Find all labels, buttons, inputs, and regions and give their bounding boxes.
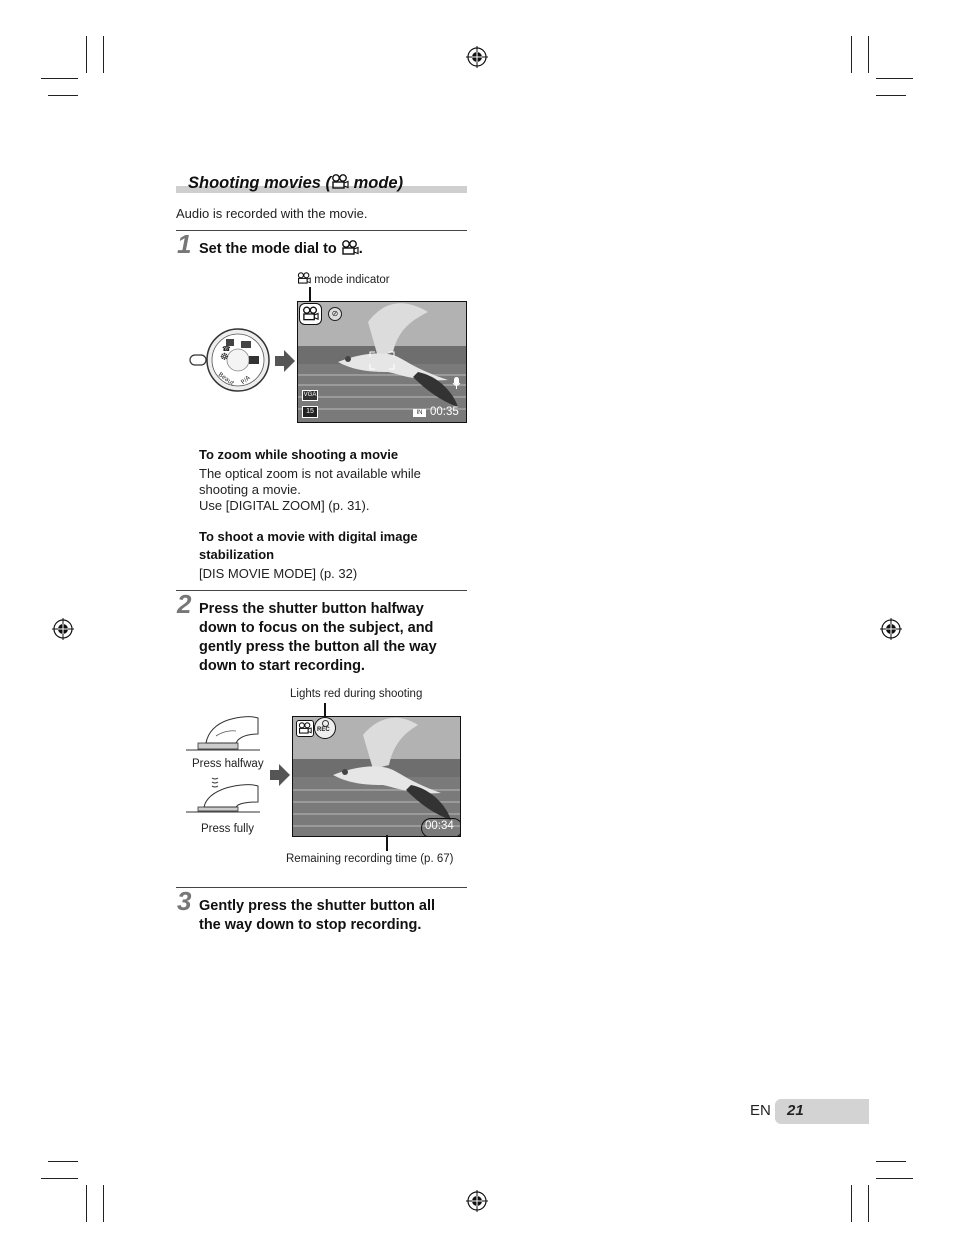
step-3-instruction <box>199 897 469 935</box>
movie-camera-icon <box>341 240 359 255</box>
crop-mark <box>876 1178 913 1179</box>
subsection-heading: To shoot a movie with digital image <box>199 529 418 544</box>
step-divider <box>176 590 467 591</box>
rec-light-icon <box>322 720 329 727</box>
zoom-subsection <box>199 446 469 514</box>
step-1-text-prefix: Set the mode dial to <box>199 241 341 257</box>
vga-size-icon: VGA <box>302 390 318 401</box>
callout-line <box>386 835 388 851</box>
crop-mark <box>868 36 869 73</box>
subsection-heading: To zoom while shooting a movie <box>199 447 399 462</box>
svg-text:P/A: P/A <box>239 374 252 386</box>
shutter-finger-icon <box>186 776 260 816</box>
subsection-line: Use [DIGITAL ZOOM] (p. 31). <box>199 498 370 513</box>
registration-mark-icon <box>880 618 902 640</box>
step-2-instruction <box>199 600 469 676</box>
subsection-line: The optical zoom is not available while <box>199 466 421 481</box>
stabilization-subsection <box>199 528 469 582</box>
camera-lcd-screen <box>297 301 467 423</box>
callout-label: mode indicator <box>314 274 390 286</box>
movie-camera-icon <box>302 306 319 321</box>
step-2-line: down to focus on the subject, and <box>199 620 434 636</box>
registration-mark-icon <box>52 618 74 640</box>
section-title <box>176 174 467 194</box>
remaining-recording-time: 00:34 <box>425 820 454 832</box>
crop-mark <box>851 1185 852 1222</box>
callout-line <box>324 703 326 717</box>
step-2-line: down to start recording. <box>199 658 365 674</box>
arrow-right-icon <box>270 764 290 786</box>
arrow-right-icon <box>275 350 295 372</box>
press-fully-label: Press fully <box>201 823 255 835</box>
flash-off-icon: ⊘ <box>328 307 342 321</box>
movie-camera-icon <box>331 174 349 189</box>
section-title-text <box>188 174 403 193</box>
svg-text:☎: ☎ <box>222 345 231 353</box>
frame-rate-icon: 15 <box>302 406 318 418</box>
step-divider <box>176 230 467 231</box>
crop-mark <box>876 78 913 79</box>
step-1-instruction <box>199 240 469 259</box>
rec-indicator <box>314 717 336 739</box>
step-3-line: the way down to stop recording. <box>199 917 422 933</box>
step-number: 3 <box>177 886 192 916</box>
camera-lcd-screen-recording <box>292 716 461 837</box>
crop-mark <box>86 36 87 73</box>
movie-camera-icon <box>297 272 311 284</box>
crop-mark <box>103 1185 104 1222</box>
subsection-heading: stabilization <box>199 547 275 562</box>
crop-mark <box>868 1185 869 1222</box>
page-number: 21 <box>787 1102 804 1119</box>
crop-mark <box>851 36 852 73</box>
language-label: EN <box>750 1102 771 1119</box>
mode-indicator-badge <box>299 303 322 325</box>
step-2-line: Press the shutter button halfway <box>199 601 424 617</box>
subsection-line: [DIS MOVIE MODE] (p. 32) <box>199 566 358 581</box>
recording-time: 00:35 <box>430 406 459 418</box>
crop-mark <box>48 95 78 96</box>
crop-mark <box>41 1178 78 1179</box>
step-2-line: gently press the button all the way <box>199 639 437 655</box>
seagull-scene-image <box>298 302 466 422</box>
rec-callout: Lights red during shooting <box>290 688 423 700</box>
press-halfway-label: Press halfway <box>192 758 264 770</box>
crop-mark <box>48 1161 78 1162</box>
title-prefix: Shooting movies ( <box>188 174 332 192</box>
title-suffix: mode) <box>349 174 404 192</box>
svg-text:☸: ☸ <box>220 352 229 363</box>
registration-mark-icon <box>466 1190 488 1212</box>
step-3-line: Gently press the shutter button all <box>199 898 436 914</box>
step-number: 2 <box>177 589 192 619</box>
registration-mark-icon <box>466 46 488 68</box>
shutter-finger-icon <box>186 714 260 752</box>
internal-memory-icon: IN <box>413 409 426 417</box>
subsection-line: shooting a movie. <box>199 482 301 497</box>
mode-indicator-callout <box>297 272 390 286</box>
step-number: 1 <box>177 229 192 259</box>
step-1-text-suffix: . <box>358 241 363 257</box>
crop-mark <box>876 1161 906 1162</box>
crop-mark <box>103 36 104 73</box>
intro-text: Audio is recorded with the movie. <box>176 206 368 221</box>
microphone-icon <box>452 376 461 388</box>
svg-text:Beaut: Beaut <box>216 371 236 388</box>
crop-mark <box>86 1185 87 1222</box>
mode-dial-icon <box>186 326 274 398</box>
rec-badge-text: REC <box>317 727 330 733</box>
step-divider <box>176 887 467 888</box>
movie-camera-icon <box>298 722 312 734</box>
crop-mark <box>41 78 78 79</box>
crop-mark <box>876 95 906 96</box>
remaining-time-callout: Remaining recording time (p. 67) <box>286 853 454 865</box>
movie-mode-badge <box>296 720 314 737</box>
